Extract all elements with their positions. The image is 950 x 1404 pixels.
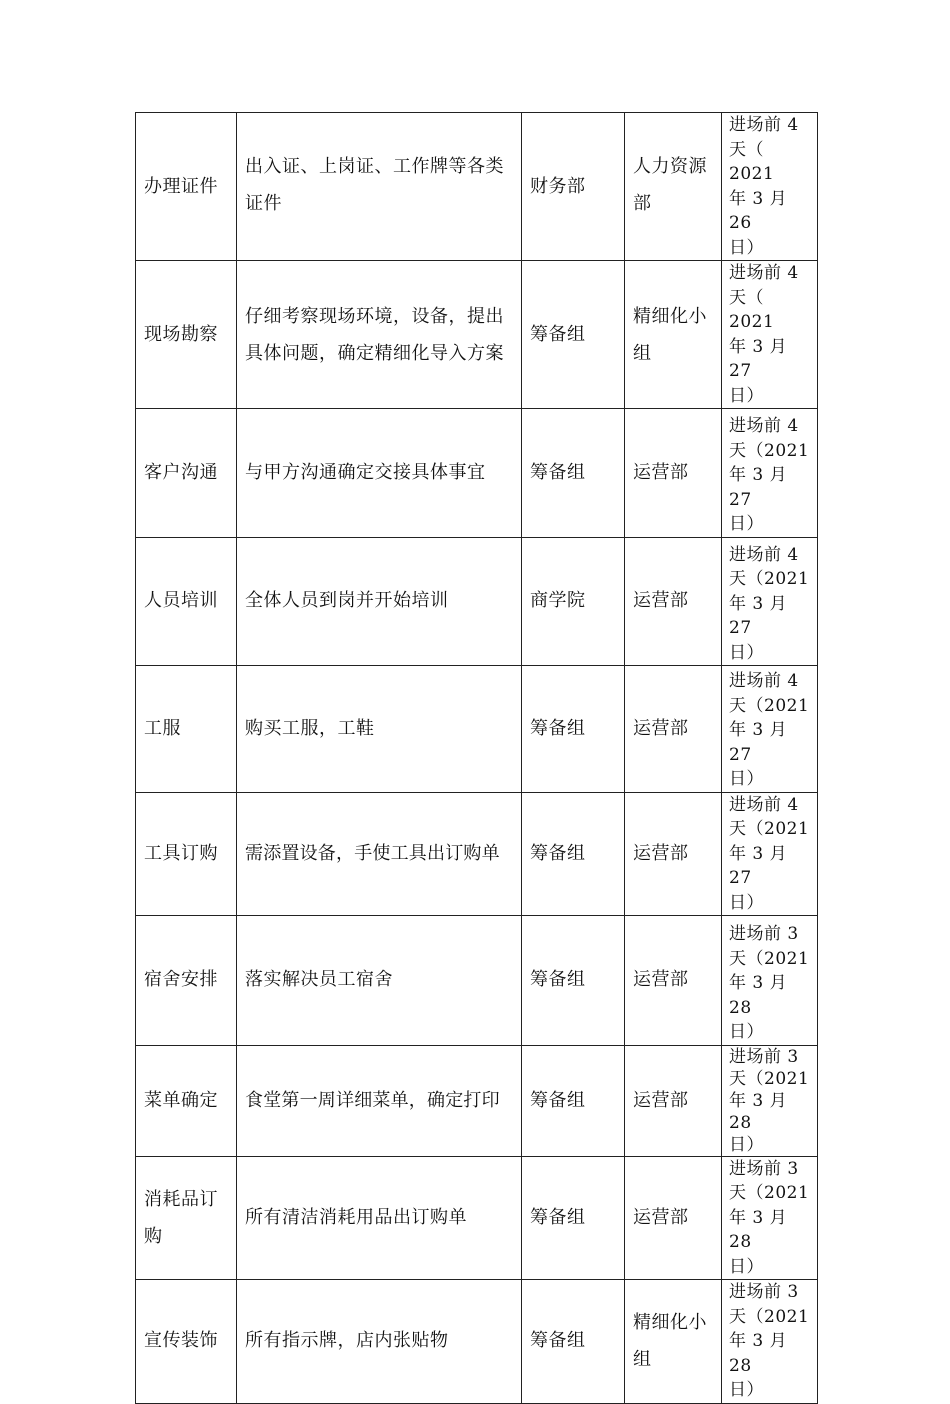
table-row [136, 409, 818, 538]
responsible-cell: 筹备组 [522, 1156, 625, 1280]
schedule-table [135, 112, 818, 1404]
responsible-cell: 筹备组 [522, 409, 625, 538]
date-line: 年 3 月 27 [729, 843, 788, 888]
date-line: 日） [729, 1134, 764, 1155]
responsible-cell: 财务部 [522, 113, 625, 261]
date-line: 年 3 月 27 [729, 465, 788, 510]
task-cell: 工服 [136, 666, 237, 793]
responsible-cell: 筹备组 [522, 666, 625, 793]
responsible-cell: 筹备组 [522, 916, 625, 1046]
date-line: 日） [729, 1380, 764, 1400]
table-row [136, 113, 818, 261]
cooperate-cell: 人力资源部 [625, 113, 722, 261]
date-line: 天（2021 [729, 569, 810, 589]
cooperate-cell: 精细化小组 [625, 1280, 722, 1404]
table-row [136, 916, 818, 1046]
cooperate-cell: 运营部 [625, 1045, 722, 1156]
date-line: 进场前 4 [729, 671, 799, 691]
responsible-cell: 筹备组 [522, 1280, 625, 1404]
table-row [136, 1156, 818, 1280]
cooperate-cell: 运营部 [625, 792, 722, 916]
date-line: 年 3 月 27 [729, 336, 788, 381]
task-cell: 现场勘察 [136, 261, 237, 409]
date-line: 天（ 2021 [729, 287, 775, 332]
date-line: 年 3 月 28 [729, 1331, 788, 1376]
responsible-cell: 筹备组 [522, 261, 625, 409]
cooperate-cell: 运营部 [625, 409, 722, 538]
content-cell: 所有指示牌，店内张贴物 [237, 1280, 522, 1404]
date-line: 年 3 月 27 [729, 593, 788, 638]
table-row [136, 261, 818, 409]
task-cell: 办理证件 [136, 113, 237, 261]
date-line: 进场前 3 [729, 1282, 799, 1302]
cooperate-cell: 精细化小组 [625, 261, 722, 409]
task-cell: 宣传装饰 [136, 1280, 237, 1404]
schedule-table-body [136, 113, 818, 1404]
content-cell: 购买工服，工鞋 [237, 666, 522, 793]
task-cell: 消耗品订购 [136, 1156, 237, 1280]
table-row [136, 666, 818, 793]
responsible-cell: 商学院 [522, 537, 625, 666]
task-cell: 客户沟通 [136, 409, 237, 538]
date-line: 日） [729, 514, 764, 534]
date-line: 日） [729, 892, 764, 913]
task-cell: 人员培训 [136, 537, 237, 666]
date-line: 进场前 3 [729, 924, 799, 944]
date-line: 天（2021 [729, 819, 810, 839]
content-cell: 落实解决员工宿舍 [237, 916, 522, 1046]
date-line: 日） [729, 237, 764, 258]
content-cell: 食堂第一周详细菜单，确定打印 [237, 1045, 522, 1156]
date-line: 天（2021 [729, 948, 810, 969]
date-line: 日） [729, 385, 764, 406]
date-cell [722, 1156, 818, 1280]
date-line: 天（2021 [729, 1306, 810, 1327]
content-cell: 与甲方沟通确定交接具体事宜 [237, 409, 522, 538]
date-line: 日） [729, 1022, 764, 1042]
date-line: 年 3 月 28 [729, 1207, 788, 1252]
date-cell [722, 792, 818, 916]
date-line: 天（2021 [729, 695, 810, 716]
task-cell: 宿舍安排 [136, 916, 237, 1046]
content-cell: 出入证、上岗证、工作牌等各类证件 [237, 113, 522, 261]
date-cell [722, 1280, 818, 1404]
cooperate-cell: 运营部 [625, 1156, 722, 1280]
date-line: 天（2021 [729, 1068, 810, 1089]
table-row [136, 792, 818, 916]
cooperate-cell: 运营部 [625, 537, 722, 666]
date-line: 日） [729, 642, 764, 663]
date-line: 进场前 3 [729, 1046, 799, 1067]
date-line: 进场前 4 [729, 115, 799, 135]
date-line: 进场前 4 [729, 544, 799, 565]
date-cell [722, 261, 818, 409]
date-cell [722, 1045, 818, 1156]
date-line: 进场前 4 [729, 794, 799, 815]
content-cell: 仔细考察现场环境，设备，提出具体问题，确定精细化导入方案 [237, 261, 522, 409]
date-line: 进场前 4 [729, 416, 799, 436]
date-cell [722, 409, 818, 538]
date-cell [722, 113, 818, 261]
date-cell [722, 666, 818, 793]
cooperate-cell: 运营部 [625, 916, 722, 1046]
cooperate-cell: 运营部 [625, 666, 722, 793]
date-line: 年 3 月 28 [729, 1090, 788, 1133]
table-row [136, 1280, 818, 1404]
date-line: 年 3 月 26 [729, 188, 788, 233]
table-row [136, 537, 818, 666]
table-row [136, 1045, 818, 1156]
date-cell [722, 537, 818, 666]
date-line: 日） [729, 1256, 764, 1277]
date-line: 进场前 3 [729, 1158, 799, 1179]
content-cell: 全体人员到岗并开始培训 [237, 537, 522, 666]
content-cell: 所有清洁消耗用品出订购单 [237, 1156, 522, 1280]
date-line: 日） [729, 769, 764, 789]
date-line: 进场前 4 [729, 263, 799, 283]
content-cell: 需添置设备，手使工具出订购单 [237, 792, 522, 916]
date-line: 天（2021 [729, 440, 810, 461]
date-cell [722, 916, 818, 1046]
date-line: 天（ 2021 [729, 139, 775, 184]
responsible-cell: 筹备组 [522, 792, 625, 916]
date-line: 年 3 月 27 [729, 720, 788, 765]
task-cell: 工具订购 [136, 792, 237, 916]
date-line: 天（2021 [729, 1183, 810, 1203]
task-cell: 菜单确定 [136, 1045, 237, 1156]
date-line: 年 3 月 28 [729, 973, 788, 1018]
responsible-cell: 筹备组 [522, 1045, 625, 1156]
